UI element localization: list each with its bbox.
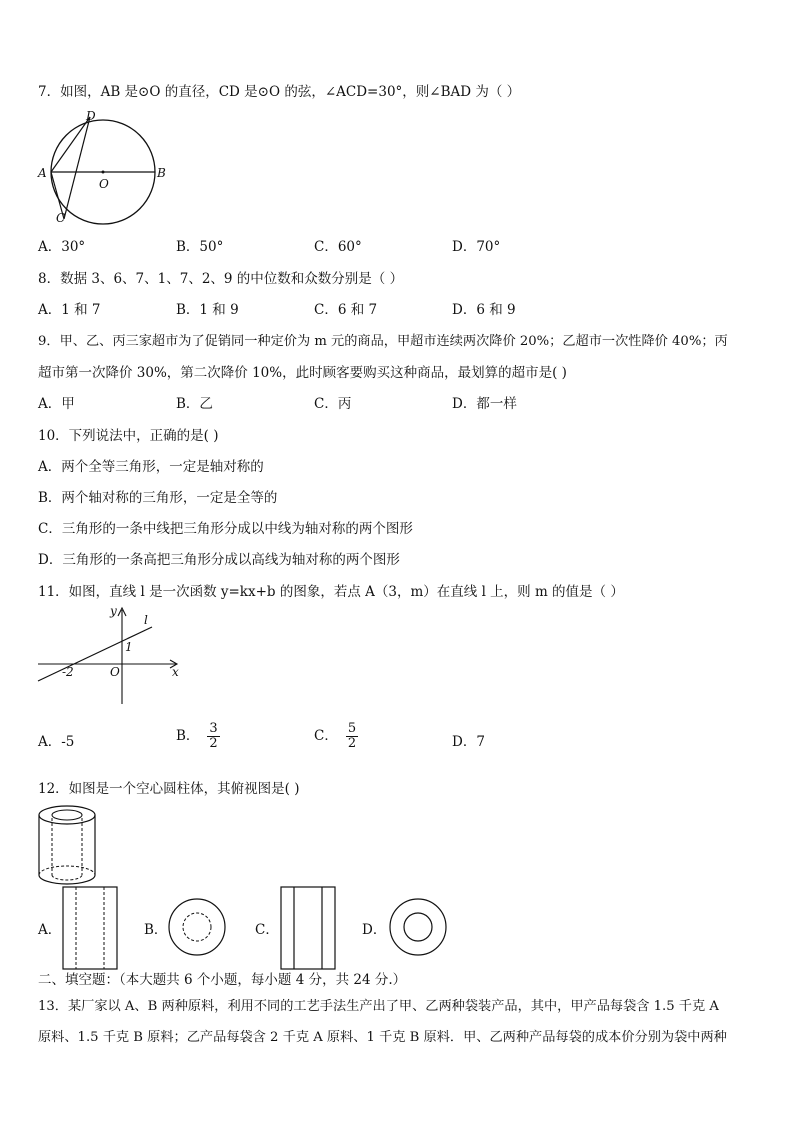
q7-option-b: B．50° [176, 239, 224, 255]
q12-option-d-label: D． [362, 922, 387, 938]
label-origin: O [110, 665, 120, 679]
q9-stem-line1: 9．甲、乙、丙三家超市为了促销同一种定价为 m 元的商品，甲超市连续两次降价 20%；乙超市一次性降价 40%；丙 [38, 334, 728, 349]
q8-option-a: A．1 和 7 [38, 302, 101, 318]
q12-option-c-figure [280, 886, 336, 970]
q7-option-c: C．60° [314, 239, 362, 255]
q11-option-c [314, 722, 358, 751]
q7-circle-figure [36, 106, 176, 230]
fraction [207, 722, 219, 751]
q12-option-b-label: B． [144, 922, 168, 938]
q12-stem: 12．如图是一个空心圆柱体，其俯视图是( ) [38, 781, 300, 797]
q10-option-d: D．三角形的一条高把三角形分成以高线为轴对称的两个图形 [38, 552, 400, 568]
q9-option-c: C．丙 [314, 396, 352, 412]
numerator: 5 [347, 721, 357, 736]
q9-option-d: D．都一样 [452, 396, 517, 412]
q9-option-a: A．甲 [38, 396, 75, 412]
q12-option-a-label: A． [38, 922, 62, 938]
q11-option-c-prefix: C． [314, 728, 338, 744]
q11-option-b-prefix: B． [176, 728, 200, 744]
q11-stem: 11．如图，直线 l 是一次函数 y=kx+b 的图象，若点 A（3，m）在直线 l 上，则 m 的值是（ ） [38, 584, 624, 600]
q13-line2: 原料、1.5 千克 B 原料；乙产品每袋含 2 千克 A 原料、1 千克 B 原料．甲、乙两种产品每袋的成本价分别为袋中两种 [38, 1030, 727, 1045]
label-O: O [99, 177, 109, 191]
q9-stem-line2: 超市第一次降价 30%，第二次降价 10%，此时顾客要购买这种商品，最划算的超市是( ) [38, 365, 567, 381]
q13-line1: 13．某厂家以 A、B 两种原料，利用不同的工艺手法生产出了甲、乙两种袋装产品，其中，甲产品每袋含 1.5 千克 A [38, 999, 719, 1014]
label-C: C [56, 211, 66, 225]
label-D: D [86, 109, 96, 123]
label-l: l [144, 613, 148, 627]
denominator: 2 [209, 736, 218, 751]
label-minus-2: -2 [62, 665, 74, 679]
label-A: A [38, 166, 47, 180]
label-x: x [172, 665, 179, 679]
q11-option-d: D．7 [452, 734, 485, 750]
q10-option-a: A．两个全等三角形，一定是轴对称的 [38, 459, 264, 475]
q10-stem: 10．下列说法中，正确的是( ) [38, 428, 219, 444]
q12-option-d-figure [388, 897, 448, 957]
q7-option-d: D．70° [452, 239, 501, 255]
q8-option-c: C．6 和 7 [314, 302, 378, 318]
label-B: B [157, 166, 166, 180]
section-heading: 二、填空题：（本大题共 6 个小题，每小题 4 分，共 24 分.） [38, 972, 407, 988]
denominator: 2 [347, 736, 357, 751]
q11-line-graph [36, 604, 186, 708]
q8-stem: 8．数据 3、6、7、1、7、2、9 的中位数和众数分别是（ ） [38, 271, 404, 287]
q9-option-b: B．乙 [176, 396, 213, 412]
q11-option-b [176, 722, 220, 751]
q7-option-a: A．30° [38, 239, 86, 255]
q8-option-b: B．1 和 9 [176, 302, 239, 318]
q12-option-c-label: C． [255, 922, 279, 938]
q12-option-b-figure [167, 897, 227, 957]
fraction [346, 722, 358, 751]
q8-option-d: D．6 和 9 [452, 302, 516, 318]
q12-option-a-figure [62, 886, 118, 970]
numerator: 3 [209, 721, 218, 736]
q11-option-a: A．-5 [38, 734, 75, 750]
q10-option-c: C．三角形的一条中线把三角形分成以中线为轴对称的两个图形 [38, 521, 413, 537]
q7-stem: 7．如图，AB 是⊙O 的直径，CD 是⊙O 的弦，∠ACD=30°，则∠BAD 为（ ） [38, 84, 521, 100]
label-y: y [110, 604, 117, 618]
hollow-cylinder-figure [36, 803, 102, 889]
q10-option-b: B．两个轴对称的三角形，一定是全等的 [38, 490, 278, 506]
label-1: 1 [125, 640, 133, 654]
